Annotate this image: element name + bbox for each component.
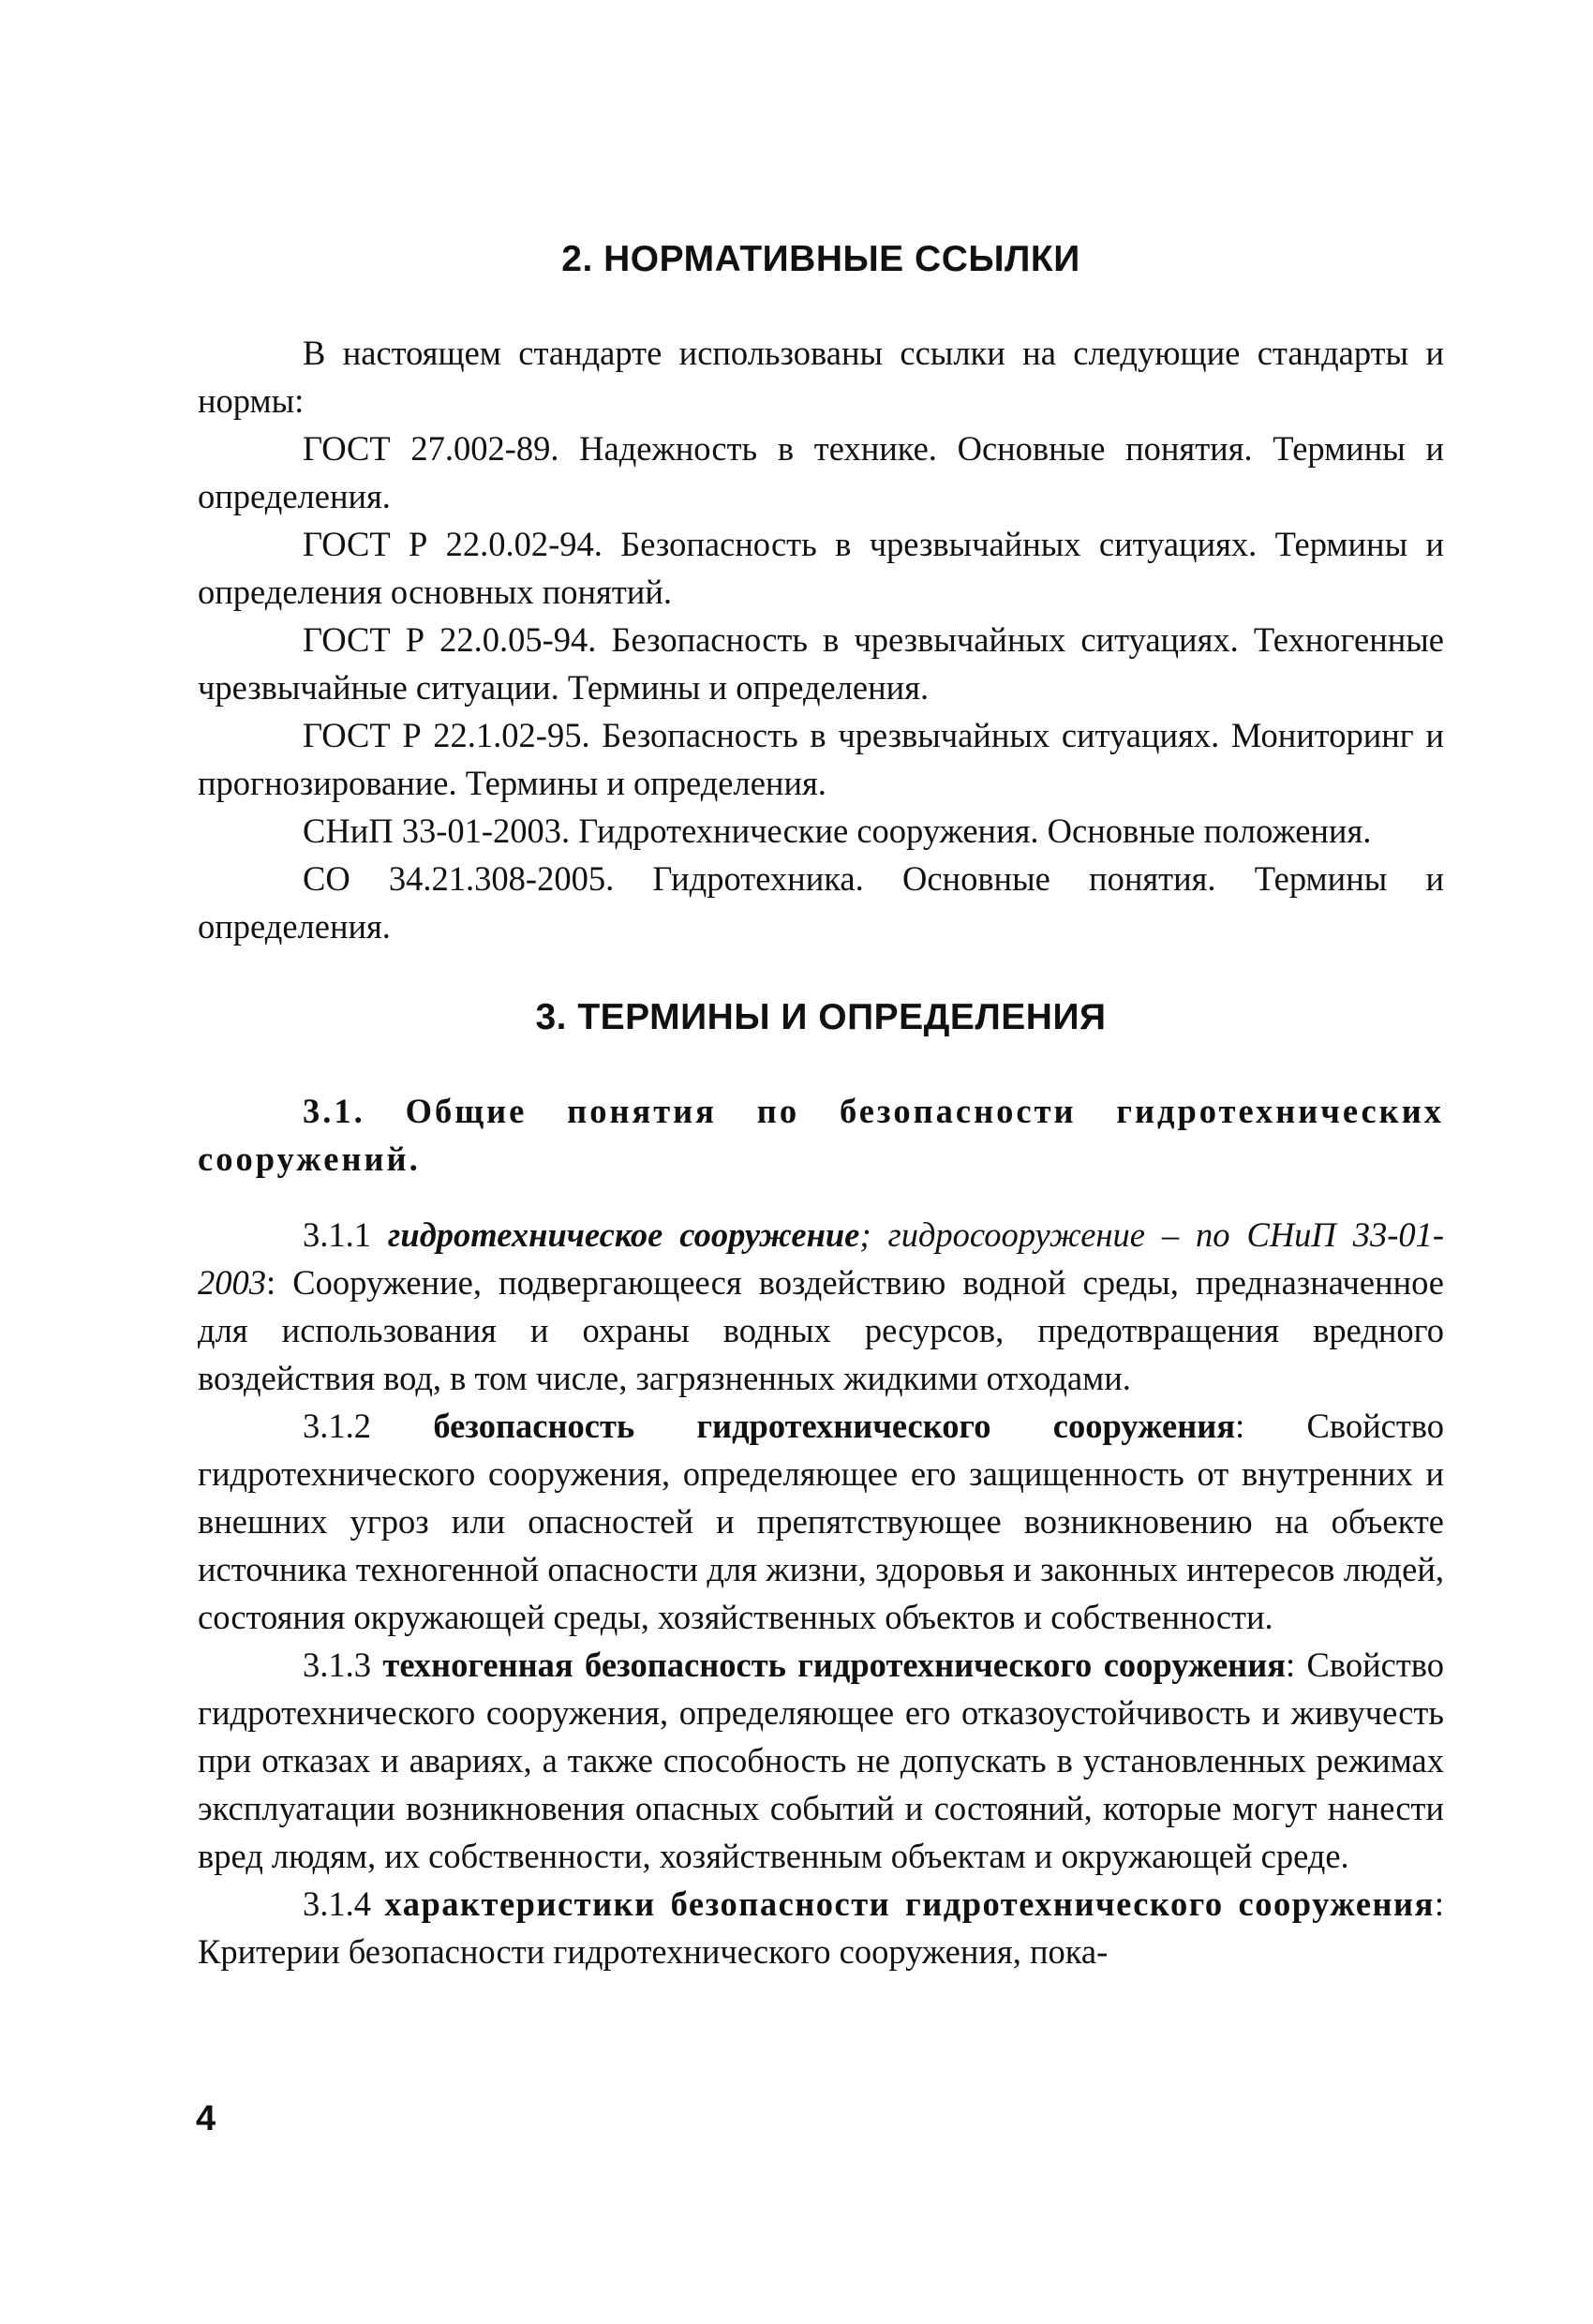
term-number: 3.1.4 — [303, 1885, 371, 1923]
term-definition: : Критерии безопасности гидротехнического сооружения, пока- — [198, 1885, 1444, 1971]
page-number: 4 — [196, 2099, 216, 2138]
reference-item: ГОСТ Р 22.0.02-94. Безопасность в чрезвычайных ситуациях. Термины и определения основных понятий. — [198, 525, 1444, 611]
reference-item: ГОСТ 27.002-89. Надежность в технике. Основные понятия. Термины и определения. — [198, 429, 1444, 515]
term-entry-3-1-3 — [198, 1641, 1444, 1880]
section-2-intro: В настоящем стандарте использованы ссылки на следующие стандарты и нормы: — [198, 334, 1444, 420]
reference-item: ГОСТ Р 22.0.05-94. Безопасность в чрезвычайных ситуациях. Техногенные чрезвычайные ситуации. Термины и определения. — [198, 620, 1444, 707]
page-content — [198, 239, 1444, 1975]
term-synonym: ; гидросооружение – по СНиП 33-01-2003 — [198, 1215, 1445, 1302]
term-number: 3.1.3 — [303, 1646, 371, 1684]
term-name: характеристики безопасности гидротехнического сооружения — [384, 1885, 1435, 1923]
term-name: техногенная безопасность гидротехнического сооружения — [382, 1646, 1286, 1684]
reference-item: СНиП 33-01-2003. Гидротехнические сооружения. Основные положения. — [303, 812, 1372, 850]
term-entry-3-1-4 — [198, 1880, 1444, 1975]
term-number: 3.1.1 — [303, 1215, 371, 1254]
term-definition: : Свойство гидротехнического сооружения, определяющее его защищенность от внутренних и внешних угроз или опасностей и препятствующее возникновению на объекте источника техногенной опасности для жизни, здоровья и законных интересов людей, состояния окружающей среды, хозяйственных объектов и собственности. — [198, 1407, 1445, 1636]
term-entry-3-1-1 — [198, 1211, 1444, 1402]
term-number: 3.1.2 — [303, 1407, 371, 1445]
section-3-title: 3. ТЕРМИНЫ И ОПРЕДЕЛЕНИЯ — [535, 997, 1107, 1037]
term-entry-3-1-2 — [198, 1402, 1444, 1641]
term-definition: : Сооружение, подвергающееся воздействию водной среды, предназначенное для использования и охраны водных ресурсов, предотвращения вредного воздействия вод, в том числе, загрязненных жидкими отходами. — [198, 1263, 1444, 1397]
reference-item: ГОСТ Р 22.1.02-95. Безопасность в чрезвычайных ситуациях. Мониторинг и прогнозирование. Термины и определения. — [198, 716, 1444, 802]
subsection-3-1-title: 3.1. Общие понятия по безопасности гидротехнических сооружений. — [198, 1092, 1444, 1178]
section-2-title: 2. НОРМАТИВНЫЕ ССЫЛКИ — [561, 239, 1080, 279]
reference-item: СО 34.21.308-2005. Гидротехника. Основные понятия. Термины и определения. — [198, 859, 1444, 946]
term-name: гидротехническое сооружение — [387, 1215, 860, 1254]
term-definition: : Свойство гидротехнического сооружения, определяющее его отказоустойчивость и живучесть при отказах и авариях, а также способность не допускать в установленных режимах эксплуатации возникновения опасных событий и состояний, которые могут нанести вред людям, их собственности, хозяйственным объектам и окружающей среде. — [198, 1646, 1445, 1875]
term-name: безопасность гидротехнического сооружения — [433, 1407, 1236, 1445]
